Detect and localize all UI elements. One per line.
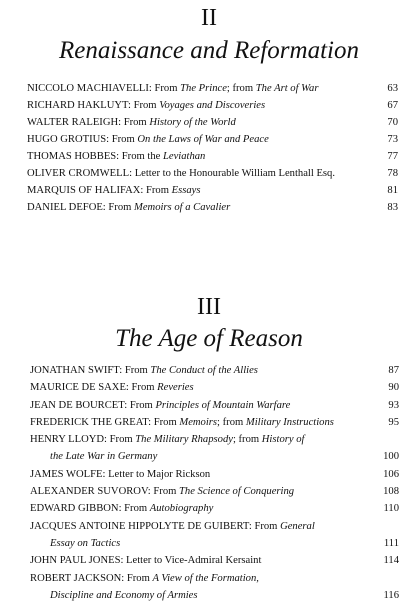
toc-entry-text xyxy=(50,448,157,465)
page-number: 90 xyxy=(388,382,399,394)
entry-text-segment: HUGO GROTIUS: From xyxy=(27,134,138,145)
section-title: Renaissance and Reformation xyxy=(59,37,359,64)
toc-entry-text xyxy=(50,587,198,604)
entry-text-segment: DANIEL DEFOE: From xyxy=(27,202,135,213)
toc-entry-line xyxy=(27,148,398,165)
toc-entry-text xyxy=(30,379,194,396)
toc-entry-text xyxy=(27,148,205,165)
work-title: Memoirs xyxy=(179,416,218,428)
page-number: 108 xyxy=(383,486,399,498)
toc-entry[interactable] xyxy=(30,397,399,414)
page-number: 83 xyxy=(387,202,398,213)
toc-entry-line xyxy=(30,500,399,517)
toc-entry-line xyxy=(30,414,399,431)
entry-text-segment: JEAN DE BOURCET: From xyxy=(30,399,156,411)
section-title: The Age of Reason xyxy=(115,325,303,352)
entry-text-segment: EDWARD GIBBON: From xyxy=(30,503,150,515)
entry-text-segment: HENRY LLOYD: From xyxy=(30,434,136,446)
toc-entry-line xyxy=(30,379,399,396)
toc-entry-text xyxy=(27,114,236,131)
toc-entry-text xyxy=(30,552,261,569)
toc-entry-line xyxy=(30,466,399,483)
page-number: 100 xyxy=(383,451,399,463)
toc-entry[interactable] xyxy=(27,131,398,148)
toc-entry-text xyxy=(27,97,265,114)
toc-entry-text xyxy=(50,535,120,552)
toc-entry-list xyxy=(27,80,398,216)
work-title: Reveries xyxy=(157,382,194,394)
entry-text-segment: JONATHAN SWIFT: From xyxy=(30,365,151,376)
toc-entry-line xyxy=(30,431,399,448)
entry-text-segment: JACQUES ANTOINE HIPPOLYTE DE GUIBERT: From xyxy=(30,520,281,532)
page-number: 87 xyxy=(388,365,399,376)
toc-entry-line xyxy=(27,165,398,182)
work-title: History of the World xyxy=(149,117,236,128)
toc-entry-line xyxy=(30,362,399,379)
toc-entry-line xyxy=(30,518,399,535)
toc-entry-line xyxy=(27,131,398,148)
work-title: Discipline and Economy of Armies xyxy=(50,589,198,601)
page-number: 95 xyxy=(388,416,399,428)
entry-text-segment: OLIVER CROMWELL: Letter to the Honourable William Lenthall Esq. xyxy=(27,168,335,179)
toc-entry[interactable] xyxy=(30,431,399,466)
toc-entry[interactable] xyxy=(27,199,398,216)
toc-entry-text xyxy=(27,182,200,199)
work-title: History of xyxy=(261,434,305,446)
toc-entry[interactable] xyxy=(30,518,399,553)
section-numeral: II xyxy=(201,5,217,31)
toc-entry-continuation xyxy=(30,587,399,604)
toc-entry-text xyxy=(30,518,315,535)
toc-entry[interactable] xyxy=(30,552,399,569)
entry-text-segment: NICCOLO MACHIAVELLI: From xyxy=(27,83,181,94)
toc-entry-line xyxy=(27,182,398,199)
work-title: The Art of War xyxy=(255,83,319,94)
toc-entry-text xyxy=(30,414,334,431)
work-title: Voyages and Discoveries xyxy=(159,100,266,111)
page-number: 78 xyxy=(387,168,398,179)
toc-entry-continuation xyxy=(30,448,399,465)
entry-text-segment: FREDERICK THE GREAT: From xyxy=(30,416,180,428)
entry-text-segment: MAURICE DE SAXE: From xyxy=(30,382,158,394)
page-number: 110 xyxy=(383,503,399,515)
toc-entry-line xyxy=(27,97,398,114)
toc-entry-text xyxy=(30,500,213,517)
page-number: 116 xyxy=(383,589,399,601)
page-number: 67 xyxy=(387,100,398,111)
entry-text-segment: ROBERT JACKSON: From xyxy=(30,572,153,584)
page-number: 81 xyxy=(387,185,398,196)
toc-entry[interactable] xyxy=(30,500,399,517)
entry-text-segment: WALTER RALEIGH: From xyxy=(27,117,150,128)
work-title: The Science of Conquering xyxy=(179,486,295,498)
toc-entry[interactable] xyxy=(27,97,398,114)
toc-entry-text xyxy=(30,397,290,414)
entry-text-segment: JOHN PAUL JONES: Letter to Vice-Admiral Kersaint xyxy=(30,555,262,567)
work-title: Military Instructions xyxy=(245,416,334,428)
entry-text-segment: THOMAS HOBBES: From the xyxy=(27,151,163,162)
entry-text-segment: JAMES WOLFE: Letter to Major Rickson xyxy=(30,468,211,480)
entry-text-segment: MARQUIS OF HALIFAX: From xyxy=(27,185,172,196)
toc-entry-line xyxy=(27,199,398,216)
page-number: 106 xyxy=(383,468,399,480)
toc-entry-line xyxy=(27,114,398,131)
page-number: 93 xyxy=(388,399,399,411)
work-title: Autobiography xyxy=(149,503,214,515)
page-number: 111 xyxy=(383,537,399,549)
toc-entry-line xyxy=(30,397,399,414)
entry-text-segment: ALEXANDER SUVOROV: From xyxy=(30,486,180,498)
toc-entry-text xyxy=(30,362,258,379)
work-title: On the Laws of War and Peace xyxy=(137,134,269,145)
page-number: 114 xyxy=(383,555,399,567)
work-title: Essays xyxy=(171,185,201,196)
work-title: Essay on Tactics xyxy=(50,537,121,549)
toc-entry[interactable] xyxy=(27,114,398,131)
toc-entry-continuation xyxy=(30,535,399,552)
entry-text-segment: ; from xyxy=(232,434,262,446)
toc-entry-line xyxy=(30,552,399,569)
toc-entry-text xyxy=(30,570,259,587)
toc-entry-text xyxy=(30,466,210,483)
page-number: 70 xyxy=(387,117,398,128)
toc-entry[interactable] xyxy=(30,362,399,379)
work-title: A View of the Formation, xyxy=(152,572,259,584)
toc-entry-text xyxy=(30,431,304,448)
page-number: 73 xyxy=(387,134,398,145)
entry-text-segment: ; from xyxy=(217,416,246,428)
toc-entry[interactable] xyxy=(27,182,398,199)
toc-entry-line xyxy=(30,570,399,587)
entry-text-segment: ; from xyxy=(226,83,256,94)
page-number: 77 xyxy=(387,151,398,162)
work-title: General xyxy=(280,520,315,532)
toc-entry-text xyxy=(27,80,318,97)
work-title: The Prince xyxy=(180,83,227,94)
toc-entry-list xyxy=(30,362,399,604)
toc-entry[interactable] xyxy=(30,379,399,396)
toc-entry[interactable] xyxy=(30,570,399,605)
work-title: Memoirs of a Cavalier xyxy=(134,202,231,213)
toc-entry[interactable] xyxy=(27,148,398,165)
work-title: Leviathan xyxy=(162,151,206,162)
toc-entry[interactable] xyxy=(27,165,398,182)
work-title: The Military Rhapsody xyxy=(135,434,233,446)
toc-entry[interactable] xyxy=(30,414,399,431)
toc-entry[interactable] xyxy=(27,80,398,97)
work-title: the Late War in Germany xyxy=(50,451,158,463)
page-number: 63 xyxy=(387,83,398,94)
entry-text-segment: RICHARD HAKLUYT: From xyxy=(27,100,160,111)
toc-entry-text xyxy=(27,199,230,216)
toc-entry-line xyxy=(30,483,399,500)
work-title: Principles of Mountain Warfare xyxy=(155,399,291,411)
toc-entry-text xyxy=(27,165,335,182)
section-numeral: III xyxy=(197,294,221,320)
toc-entry[interactable] xyxy=(30,483,399,500)
work-title: The Conduct of the Allies xyxy=(150,365,258,376)
toc-entry-line xyxy=(27,80,398,97)
toc-entry[interactable] xyxy=(30,466,399,483)
toc-entry-text xyxy=(27,131,269,148)
toc-entry-text xyxy=(30,483,294,500)
